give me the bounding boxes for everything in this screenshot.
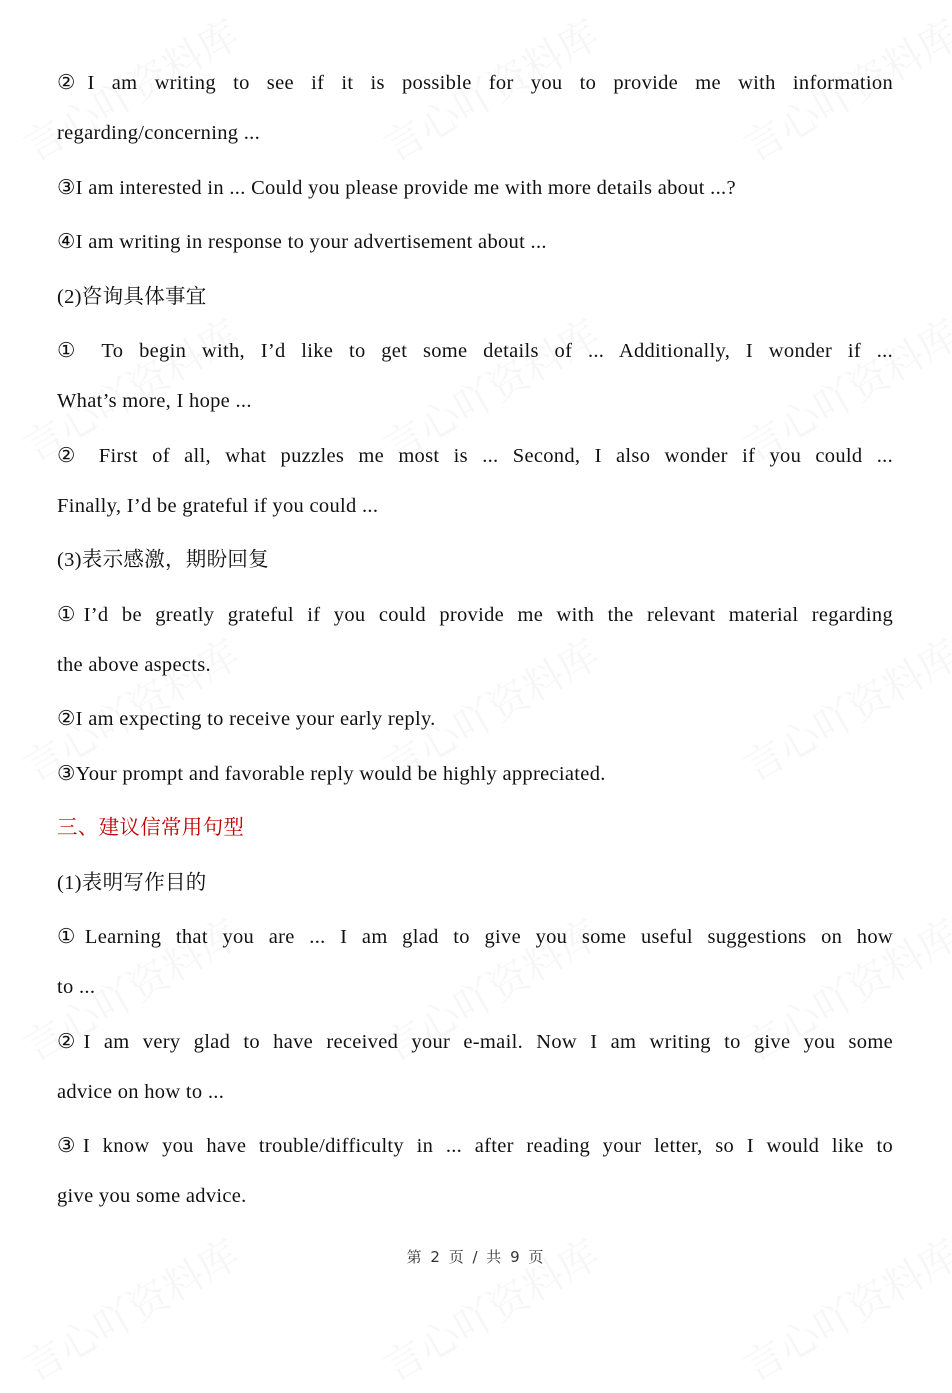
text-line: give you some advice.	[57, 1185, 247, 1207]
paragraph	[57, 535, 893, 585]
section-heading	[57, 803, 893, 853]
text-line: ① To begin with, I’d like to get some details of ... Additionally, I wonder if ...	[57, 340, 893, 362]
paragraph	[57, 326, 893, 426]
text-line: ③Your prompt and favorable reply would be highly appreciated.	[57, 762, 606, 785]
text-line: (2)咨询具体事宜	[57, 285, 207, 308]
text-line: ④I am writing in response to your advertisement about ...	[57, 231, 547, 253]
text-line: ②I am writing to see if it is possible for you to provide me with information	[57, 72, 893, 94]
text-line: to ...	[57, 976, 96, 998]
paragraph	[57, 217, 893, 267]
text-line: ①Learning that you are ... I am glad to give you some useful suggestions on how	[57, 926, 893, 948]
text-line: the above aspects.	[57, 653, 211, 676]
text-line: ①I’d be greatly grateful if you could provide me with the relevant material regarding	[57, 603, 893, 626]
text-line: ③I am interested in ... Could you please provide me with more details about ...?	[57, 176, 736, 199]
text-line: ②I am expecting to receive your early reply.	[57, 708, 436, 730]
paragraph	[57, 272, 893, 322]
paragraph	[57, 749, 893, 799]
text-line: ② First of all, what puzzles me most is ... Second, I also wonder if you could ...	[57, 444, 893, 467]
paragraph	[57, 694, 893, 744]
text-line: advice on how to ...	[57, 1080, 225, 1103]
text-line: (3)表示感激，期盼回复	[57, 549, 270, 571]
paragraph	[57, 163, 893, 213]
paragraph	[57, 431, 893, 531]
paragraph	[57, 912, 893, 1012]
text-line: regarding/concerning ...	[57, 122, 261, 144]
page-footer: 第 2 页 / 共 9 页	[406, 1248, 546, 1266]
paragraph	[57, 1121, 893, 1221]
text-line: 三、建议信常用句型	[57, 817, 245, 839]
paragraph	[57, 858, 893, 908]
text-line: What’s more, I hope ...	[57, 390, 252, 412]
text-line: ③I know you have trouble/difficulty in ... after reading your letter, so I would like to	[57, 1135, 893, 1157]
text-line: (1)表明写作目的	[57, 871, 207, 894]
text-line: Finally, I’d be grateful if you could ...	[57, 494, 379, 517]
text-line: ②I am very glad to have received your e-mail. Now I am writing to give you some	[57, 1030, 893, 1053]
paragraph	[57, 590, 893, 690]
document-body	[57, 58, 893, 1226]
paragraph	[57, 58, 893, 158]
paragraph	[57, 1017, 893, 1117]
